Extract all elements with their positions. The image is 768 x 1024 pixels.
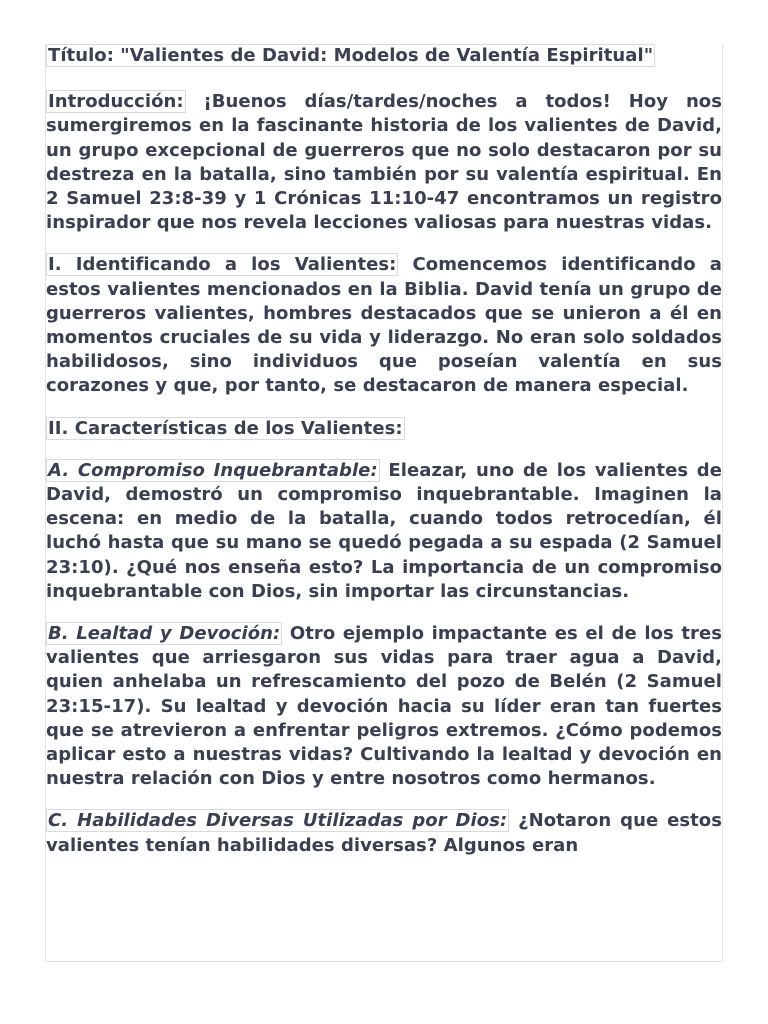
section-2-paragraph (46, 417, 722, 441)
document-page (45, 44, 723, 962)
subsection-a-paragraph (46, 459, 722, 604)
intro-label: Introducción: (48, 91, 184, 113)
subsection-a-text: Eleazar, uno de los valientes de David, demostró un compromiso inquebrantable. Imaginen la escena: en medio de la batalla, cuando todos retrocedían, él luchó hasta que su mano se quedó pegada a su espada (2 Samuel 23:10). ¿Qué nos enseña esto? La importancia de un compromiso inquebrantable con Dios, sin importar las circunstancias. (46, 459, 722, 602)
section-2-heading: II. Características de los Valientes: (48, 417, 403, 439)
subsection-a-heading: A. Compromiso Inquebrantable: (48, 459, 378, 481)
subsection-b-text: Otro ejemplo impactante es el de los tres valientes que arriesgaron sus vidas para traer agua a David, quien anhelaba un refrescamiento del pozo de Belén (2 Samuel 23:15-17). Su lealtad y devoción hacia su líder eran tan fuertes que se atrevieron a enfrentar peligros extremos. ¿Cómo podemos aplicar esto a nuestras vidas? Cultivando la lealtad y devoción en nuestra relación con Dios y entre nosotros como hermanos. (46, 623, 722, 790)
document-title (46, 44, 722, 68)
section-1-heading: I. Identificando a los Valientes: (48, 254, 397, 276)
intro-text: ¡Buenos días/tardes/noches a todos! Hoy nos sumergiremos en la fascinante historia de los valientes de David, un grupo excepcional de guerreros que no solo destacaron por su destreza en la batalla, sino también por su valentía espiritual. En 2 Samuel 23:8-39 y 1 Crónicas 11:10-47 encontramos un registro inspirador que nos revela lecciones valiosas para nuestras vidas. (46, 91, 722, 234)
subsection-c-text: ¿Notaron que estos valientes tenían habilidades diversas? Algunos eran (46, 810, 722, 856)
subsection-b-paragraph (46, 622, 722, 791)
section-1-text: Comencemos identificando a estos valientes mencionados en la Biblia. David tenía un grupo de guerreros valientes, hombres destacados que se unieron a él en momentos cruciales de su vida y liderazgo. No eran solo soldados habilidosos, sino individuos que poseían valentía en sus corazones y que, por tanto, se destacaron de manera especial. (46, 254, 722, 397)
subsection-c-heading: C. Habilidades Diversas Utilizadas por Dios: (48, 810, 508, 832)
subsection-c-paragraph (46, 809, 722, 857)
intro-paragraph (46, 90, 722, 235)
title-text: Título: "Valientes de David: Modelos de Valentía Espiritual" (48, 45, 654, 66)
section-1-paragraph (46, 253, 722, 398)
subsection-b-heading: B. Lealtad y Devoción: (48, 623, 281, 645)
